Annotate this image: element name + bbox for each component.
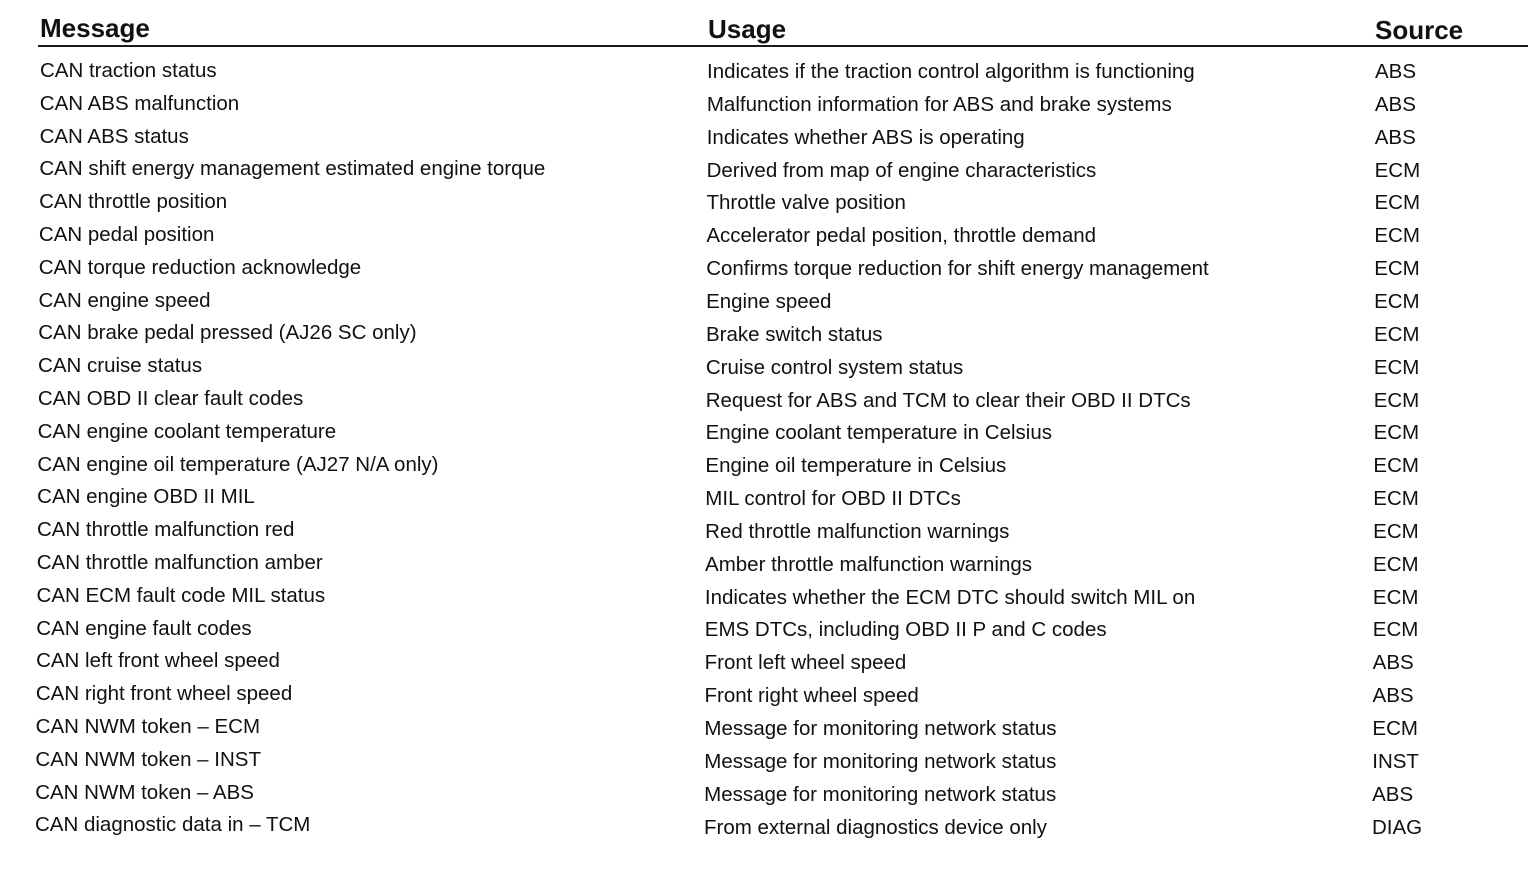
usage-cell: Message for monitoring network status <box>704 717 1057 740</box>
usage-cell: Front left wheel speed <box>704 651 907 675</box>
usage-cell: Engine oil temperature in Celsius <box>705 454 1007 478</box>
message-cell: CAN OBD II clear fault codes <box>37 387 304 410</box>
table-row <box>0 383 1536 415</box>
source-cell: ECM <box>1373 519 1419 543</box>
source-cell: ABS <box>1372 782 1414 806</box>
header-source: Source <box>1375 15 1464 45</box>
source-cell: ECM <box>1374 224 1420 248</box>
usage-cell: Engine speed <box>706 289 832 313</box>
table-row <box>0 416 1536 448</box>
message-cell: CAN shift energy management estimated engine torque <box>39 157 546 181</box>
table-row <box>0 613 1536 645</box>
table-row <box>0 449 1536 481</box>
header-message: Message <box>40 13 150 43</box>
message-cell: CAN pedal position <box>38 223 215 246</box>
source-cell: ABS <box>1372 651 1414 675</box>
usage-cell: Amber throttle malfunction warnings <box>705 552 1033 576</box>
usage-cell: Indicates whether ABS is operating <box>706 125 1025 149</box>
table-row <box>0 711 1536 743</box>
table-row <box>0 186 1536 218</box>
usage-cell: Request for ABS and TCM to clear their OBD II DTCs <box>705 388 1191 412</box>
message-cell: CAN NWM token – INST <box>35 747 261 771</box>
table-row <box>0 514 1536 546</box>
usage-cell: Message for monitoring network status <box>704 749 1057 773</box>
table-row <box>0 88 1536 120</box>
message-cell: CAN NWM token – ECM <box>35 715 261 738</box>
message-cell: CAN left front wheel speed <box>36 649 280 673</box>
source-cell: ECM <box>1373 421 1420 445</box>
table-row <box>0 55 1536 87</box>
source-cell: DIAG <box>1372 815 1423 839</box>
message-cell: CAN traction status <box>40 59 217 82</box>
source-cell: ECM <box>1372 585 1419 609</box>
usage-cell: MIL control for OBD II DTCs <box>705 487 961 511</box>
table-row <box>0 317 1536 349</box>
table-row <box>0 219 1536 251</box>
source-cell: ECM <box>1373 355 1420 379</box>
usage-cell: Brake switch status <box>705 322 883 346</box>
usage-cell: Front right wheel speed <box>704 684 919 708</box>
source-cell: ECM <box>1374 191 1421 215</box>
table-row <box>0 777 1536 809</box>
source-cell: ECM <box>1373 552 1419 576</box>
table-row <box>0 481 1536 513</box>
source-cell: ECM <box>1373 454 1419 478</box>
message-cell: CAN throttle position <box>39 190 228 214</box>
message-cell: CAN engine coolant temperature <box>37 419 337 443</box>
source-cell: ECM <box>1374 158 1421 182</box>
message-cell: CAN brake pedal pressed (AJ26 SC only) <box>38 321 417 345</box>
message-cell: CAN engine OBD II MIL <box>37 485 255 509</box>
table-row <box>0 744 1536 776</box>
usage-cell: Accelerator pedal position, throttle demand <box>706 224 1097 248</box>
message-cell: CAN engine oil temperature (AJ27 N/A only) <box>37 452 439 476</box>
source-cell: ECM <box>1373 322 1420 346</box>
usage-cell: Red throttle malfunction warnings <box>705 519 1010 543</box>
table-row <box>0 580 1536 612</box>
source-cell: ABS <box>1372 684 1414 708</box>
usage-cell: Derived from map of engine characteristics <box>706 158 1097 182</box>
usage-cell: Message for monitoring network status <box>704 782 1057 806</box>
usage-cell: Confirms torque reduction for shift energy management <box>706 257 1209 281</box>
table-row <box>0 547 1536 579</box>
message-cell: CAN ABS malfunction <box>39 91 240 115</box>
usage-cell: EMS DTCs, including OBD II P and C codes <box>704 618 1107 642</box>
source-cell: ABS <box>1374 92 1416 116</box>
message-cell: CAN ABS status <box>39 124 189 148</box>
table-row <box>0 678 1536 710</box>
table-row <box>0 121 1536 153</box>
usage-cell: From external diagnostics device only <box>704 815 1047 839</box>
message-cell: CAN engine fault codes <box>36 616 252 640</box>
usage-cell: Throttle valve position <box>706 191 906 215</box>
source-cell: INST <box>1372 749 1419 773</box>
message-cell: CAN engine speed <box>38 288 211 312</box>
source-cell: ECM <box>1374 289 1420 313</box>
usage-cell: Cruise control system status <box>705 355 964 379</box>
usage-cell: Indicates whether the ECM DTC should switch MIL on <box>704 585 1196 609</box>
table-row <box>0 645 1536 677</box>
message-cell: CAN right front wheel speed <box>35 682 293 706</box>
source-cell: ABS <box>1375 60 1417 83</box>
message-cell: CAN NWM token – ABS <box>35 780 254 804</box>
message-cell: CAN torque reduction acknowledge <box>38 255 362 279</box>
source-cell: ECM <box>1372 618 1419 642</box>
source-cell: ECM <box>1373 487 1419 511</box>
message-cell: CAN throttle malfunction amber <box>36 551 323 574</box>
message-cell: CAN cruise status <box>38 354 203 378</box>
source-cell: ECM <box>1374 257 1420 281</box>
table-row <box>0 809 1536 841</box>
message-cell: CAN throttle malfunction red <box>36 518 295 542</box>
table-row <box>0 350 1536 382</box>
table-row <box>0 153 1536 185</box>
header-usage: Usage <box>708 14 787 44</box>
source-cell: ABS <box>1374 125 1416 149</box>
header-divider <box>38 45 1528 47</box>
table-row <box>0 252 1536 284</box>
table-row <box>0 285 1536 317</box>
message-cell: CAN ECM fault code MIL status <box>36 583 326 607</box>
source-cell: ECM <box>1373 388 1420 412</box>
usage-cell: Engine coolant temperature in Celsius <box>705 421 1052 445</box>
usage-cell: Indicates if the traction control algorithm is functioning <box>707 60 1195 83</box>
message-cell: CAN diagnostic data in – TCM <box>35 813 311 837</box>
usage-cell: Malfunction information for ABS and brake systems <box>706 92 1172 116</box>
source-cell: ECM <box>1372 717 1418 740</box>
